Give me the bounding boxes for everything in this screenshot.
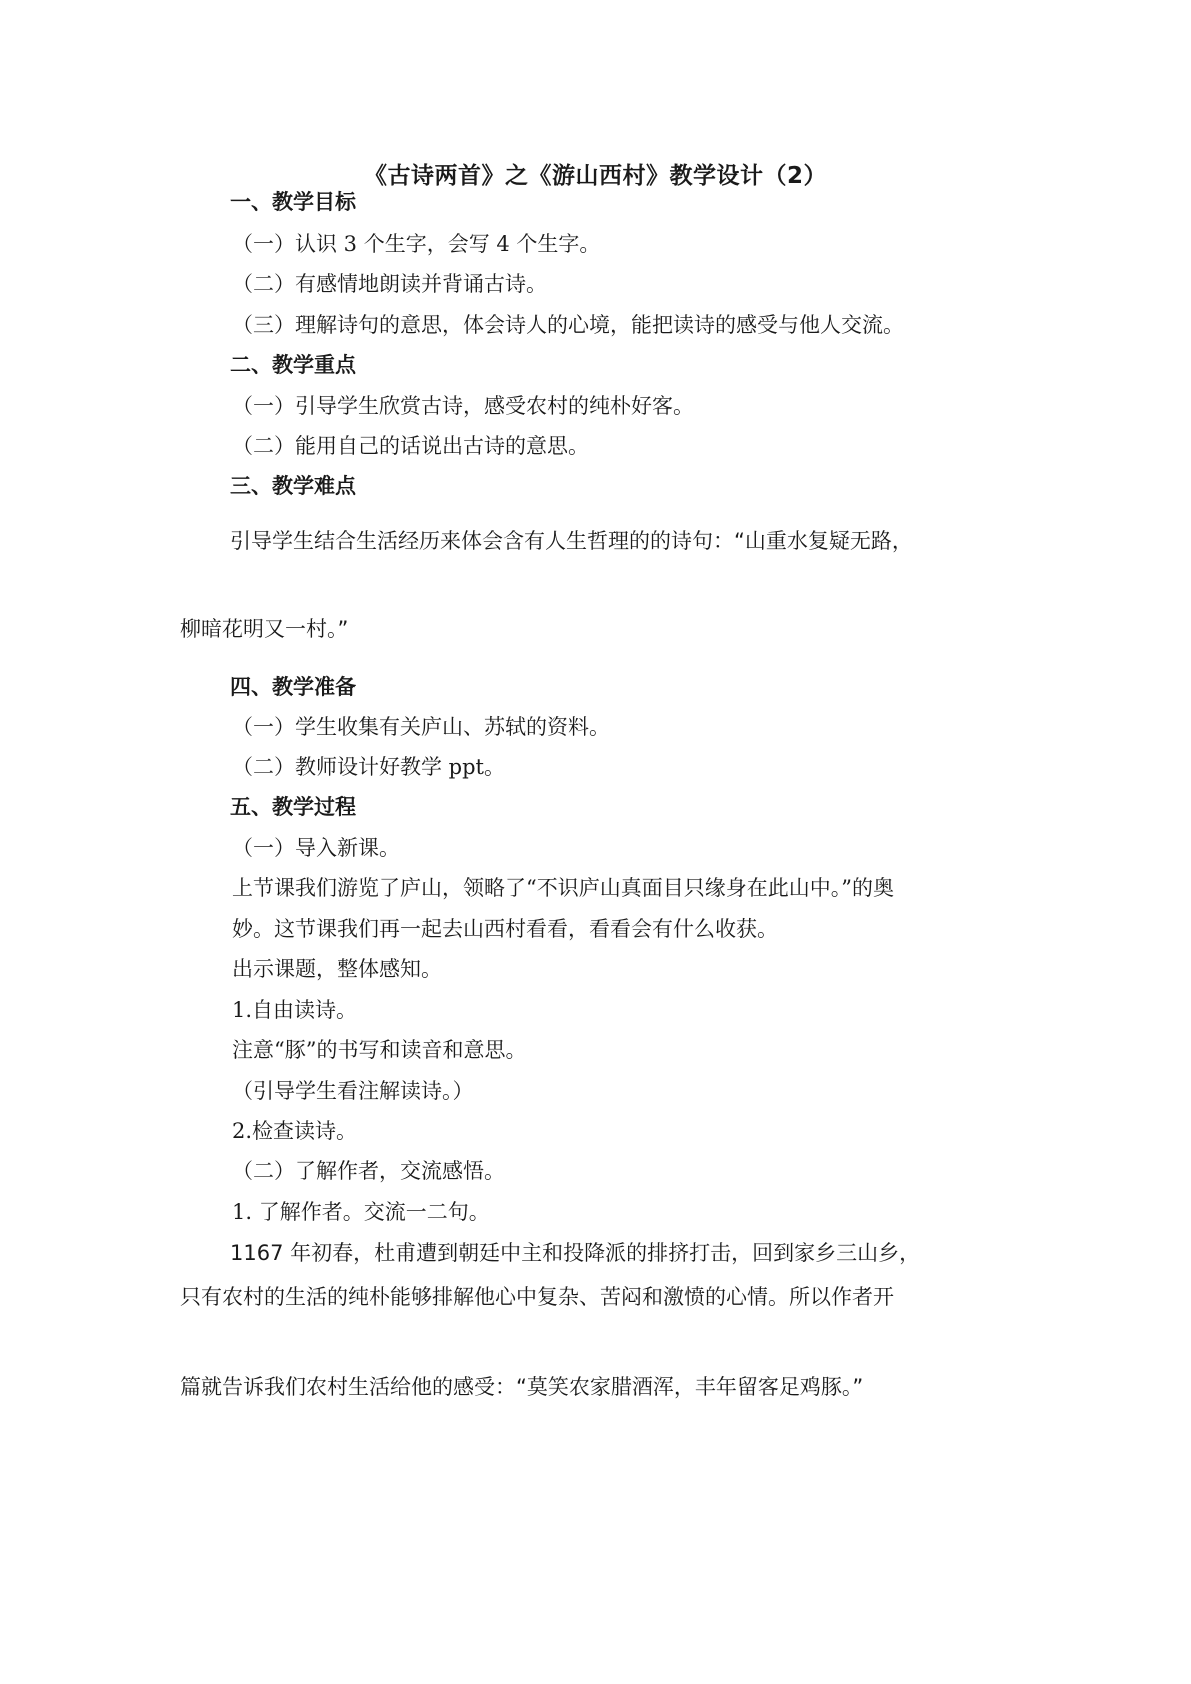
document-title: 《古诗两首》之《游山西村》教学设计（2） bbox=[363, 163, 827, 189]
difficulty-quote-part-2: 柳暗花明又一村。” bbox=[180, 617, 349, 641]
key-point-item-2: （二）能用自己的话说出古诗的意思。 bbox=[232, 434, 589, 458]
process-line-2: 上节课我们游览了庐山，领略了“不识庐山真面目只缘身在此山中。”的奥 bbox=[232, 876, 894, 900]
process-line-10: 1. 了解作者。交流一二句。 bbox=[232, 1200, 490, 1224]
author-paragraph-year: 1167 bbox=[230, 1241, 284, 1265]
difficulty-text: 引导学生结合生活经历来体会含有人生哲理的的诗句： bbox=[230, 529, 734, 553]
author-paragraph-line-3 bbox=[180, 1373, 863, 1401]
process-line-4: 出示课题，整体感知。 bbox=[232, 957, 442, 981]
preparation-item-2: （二）教师设计好教学 ppt。 bbox=[232, 755, 505, 779]
goal-item-2: （二）有感情地朗读并背诵古诗。 bbox=[232, 272, 547, 296]
goal-item-1: （一）认识 3 个生字，会写 4 个生字。 bbox=[232, 232, 601, 256]
difficulty-paragraph-line-1 bbox=[230, 527, 913, 555]
section-heading-goals: 一、教学目标 bbox=[230, 190, 356, 214]
author-paragraph-line-3-text: 篇就告诉我们农村生活给他的感受： bbox=[180, 1375, 516, 1399]
section-heading-process: 五、教学过程 bbox=[230, 795, 356, 819]
section-heading-difficulties: 三、教学难点 bbox=[230, 474, 356, 498]
section-heading-preparation: 四、教学准备 bbox=[230, 675, 356, 699]
author-paragraph-line-1-text: 年初春，杜甫遭到朝廷中主和投降派的排挤打击，回到家乡三山乡， bbox=[283, 1241, 921, 1265]
key-point-item-1: （一）引导学生欣赏古诗，感受农村的纯朴好客。 bbox=[232, 394, 694, 418]
author-paragraph-line-1 bbox=[230, 1239, 920, 1267]
preparation-item-1: （一）学生收集有关庐山、苏轼的资料。 bbox=[232, 715, 610, 739]
difficulty-quote-part-1: “山重水复疑无路， bbox=[734, 529, 913, 553]
process-line-1: （一）导入新课。 bbox=[232, 836, 400, 860]
process-line-7: （引导学生看注解读诗。） bbox=[232, 1079, 474, 1103]
process-line-8: 2.检查读诗。 bbox=[232, 1119, 358, 1143]
author-paragraph-quote: “莫笑农家腊酒浑，丰年留客足鸡豚。” bbox=[516, 1375, 864, 1399]
process-line-3: 妙。这节课我们再一起去山西村看看，看看会有什么收获。 bbox=[232, 917, 778, 941]
section-heading-key-points: 二、教学重点 bbox=[230, 353, 356, 377]
author-paragraph-line-2: 只有农村的生活的纯朴能够排解他心中复杂、苦闷和激愤的心情。所以作者开 bbox=[180, 1285, 894, 1309]
goal-item-3: （三）理解诗句的意思，体会诗人的心境，能把读诗的感受与他人交流。 bbox=[232, 313, 904, 337]
process-line-5: 1.自由读诗。 bbox=[232, 998, 358, 1022]
process-line-9: （二）了解作者，交流感悟。 bbox=[232, 1159, 505, 1183]
process-line-6: 注意“豚”的书写和读音和意思。 bbox=[232, 1038, 527, 1062]
